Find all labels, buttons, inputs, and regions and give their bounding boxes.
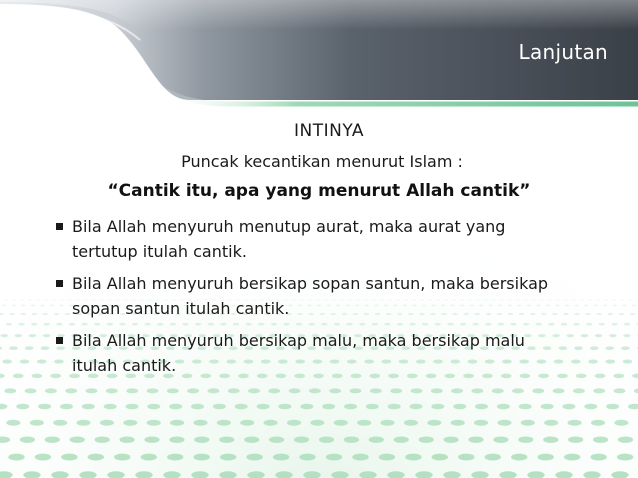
list-item (56, 271, 596, 321)
bullet-text-line: tertutup itulah cantik. (72, 242, 247, 261)
section-subheading: Puncak kecantikan menurut Islam : (181, 152, 463, 171)
bullet-text-line: sopan santun itulah cantik. (72, 299, 290, 318)
list-item (56, 214, 596, 264)
square-bullet-icon (56, 223, 63, 230)
bullet-list (56, 214, 596, 385)
quote-text: “Cantik itu, apa yang menurut Allah cantik” (107, 181, 531, 201)
bullet-text-line: Bila Allah menyuruh bersikap malu, maka bersikap malu (72, 331, 525, 350)
section-heading: INTINYA (293, 121, 365, 141)
bullet-text-line: Bila Allah menyuruh bersikap sopan santun, maka bersikap (72, 274, 549, 293)
list-item (56, 328, 596, 378)
slide-title: Lanjutan (518, 40, 608, 64)
bullet-text-line: itulah cantik. (72, 356, 177, 375)
bullet-text-line: Bila Allah menyuruh menutup aurat, maka aurat yang (72, 217, 506, 236)
square-bullet-icon (56, 280, 63, 287)
square-bullet-icon (56, 337, 63, 344)
